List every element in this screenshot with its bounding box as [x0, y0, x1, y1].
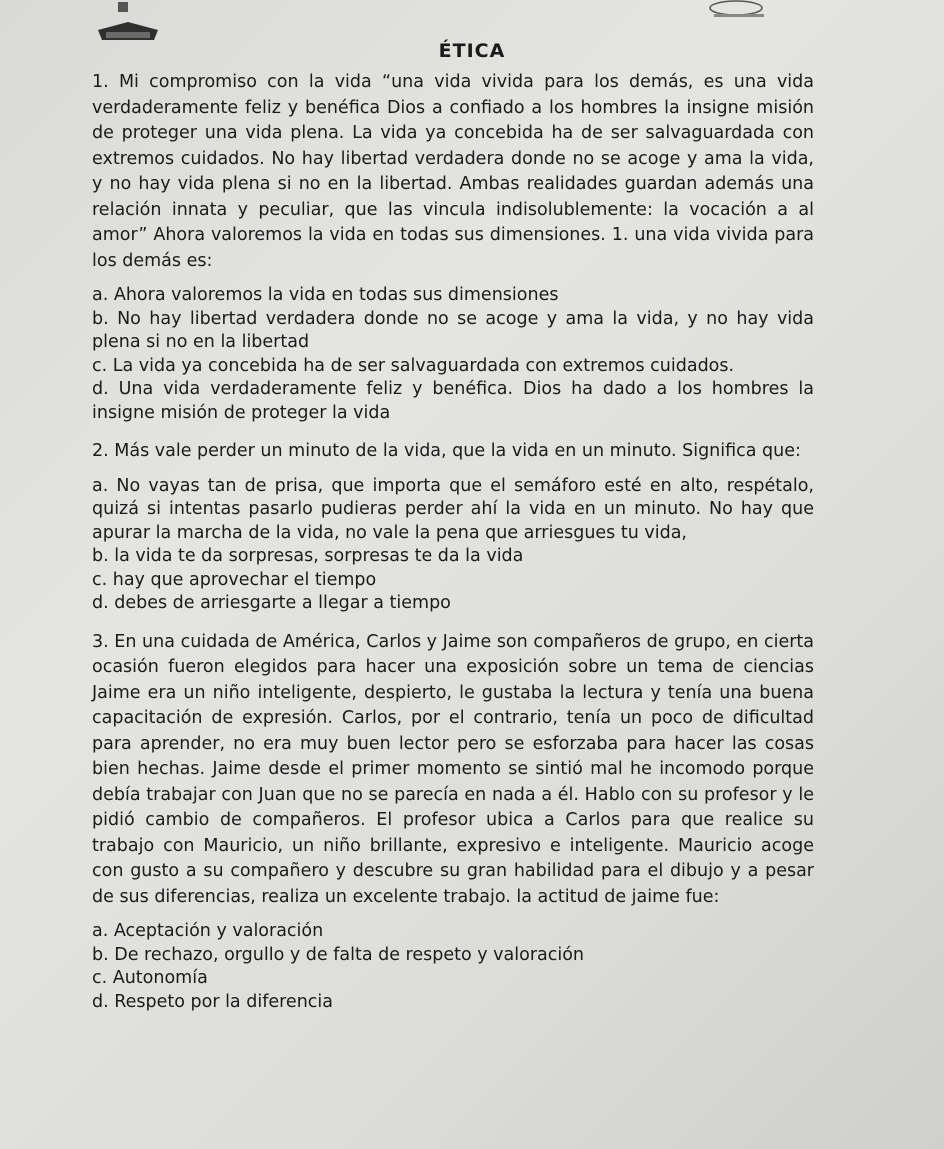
answer-option: b. No hay libertad verdadera donde no se acoge y ama la vida, y no hay vida plena si no en la libertad [92, 308, 814, 352]
question-2 [92, 439, 814, 616]
question-3 [92, 630, 814, 1015]
answer-option: c. La vida ya concebida ha de ser salvaguardada con extremos cuidados. [92, 355, 735, 376]
questions-body [92, 70, 814, 1028]
answer-option: a. Ahora valoremos la vida en todas sus dimensiones [92, 285, 559, 305]
answer-options [92, 475, 814, 616]
question-text: 1. Mi compromiso con la vida “una vida vivida para los demás, es una vida verdaderamente feliz y benéfica Dios a confiado a los hombres la insigne misión de proteger una vida plena. La vida ya concebida ha de ser salvaguardada con extremos cuidados. No hay libertad verdadera donde no se acoge y ama la vida, y no hay vida plena si no en la libertad. Ambas realidades guardan además una relación innata y peculiar, que las vincula indisolublemente: la vocación a al amor” Ahora valoremos la vida en todas sus dimensiones. 1. una vida vivida para los demás es: [92, 72, 814, 271]
question-text: 2. Más vale perder un minuto de la vida, que la vida en un minuto. Significa que: [92, 441, 801, 461]
answer-option: d. debes de arriesgarte a llegar a tiempo [92, 593, 451, 613]
answer-option: c. hay que aprovechar el tiempo [92, 569, 377, 590]
answer-option: d. Respeto por la diferencia [92, 991, 333, 1012]
answer-options [92, 920, 814, 1014]
answer-option: b. la vida te da sorpresas, sorpresas te da la vida [92, 546, 524, 566]
answer-options [92, 284, 814, 425]
page-title: ÉTICA [438, 40, 506, 62]
question-text: 3. En una cuidada de América, Carlos y Jaime son compañeros de grupo, en cierta ocasión fueron elegidos para hacer una exposición sobre un tema de ciencias Jaime era un niño inteligente, despierto, le gustaba la lectura y tenía una buena capacitación de expresión. Carlos, por el contrario, tenía un poco de dificultad para aprender, no era muy buen lector pero se esforzaba para hacer las cosas bien hechas. Jaime desde el primer momento se sintió mal he incomodo porque debía trabajar con Juan que no se parecía en nada a él. Hablo con su profesor y le pidió cambio de compañeros. El profesor ubica a Carlos para que realice su trabajo con Mauricio, un niño brillante, expresivo e inteligente. Mauricio acoge con gusto a su compañero y descubre su gran habilidad para el dibujo y a pesar de sus diferencias, realiza un excelente trabajo. la actitud de jaime fue: [92, 631, 814, 907]
question-1 [92, 70, 814, 425]
answer-option: a. Aceptación y valoración [92, 921, 324, 941]
answer-option: a. No vayas tan de prisa, que importa que el semáforo esté en alto, respétalo, quizá si intentas pasarlo pudieras perder ahí la vida en un minuto. No hay que apurar la marcha de la vida, no vale la pena que arriesgues tu vida, [92, 475, 814, 543]
answer-option: b. De rechazo, orgullo y de falta de respeto y valoración [92, 944, 585, 965]
answer-option: c. Autonomía [92, 968, 208, 988]
answer-option: d. Una vida verdaderamente feliz y benéfica. Dios ha dado a los hombres la insigne misión de proteger la vida [92, 379, 814, 423]
seal-icon [688, 0, 778, 22]
